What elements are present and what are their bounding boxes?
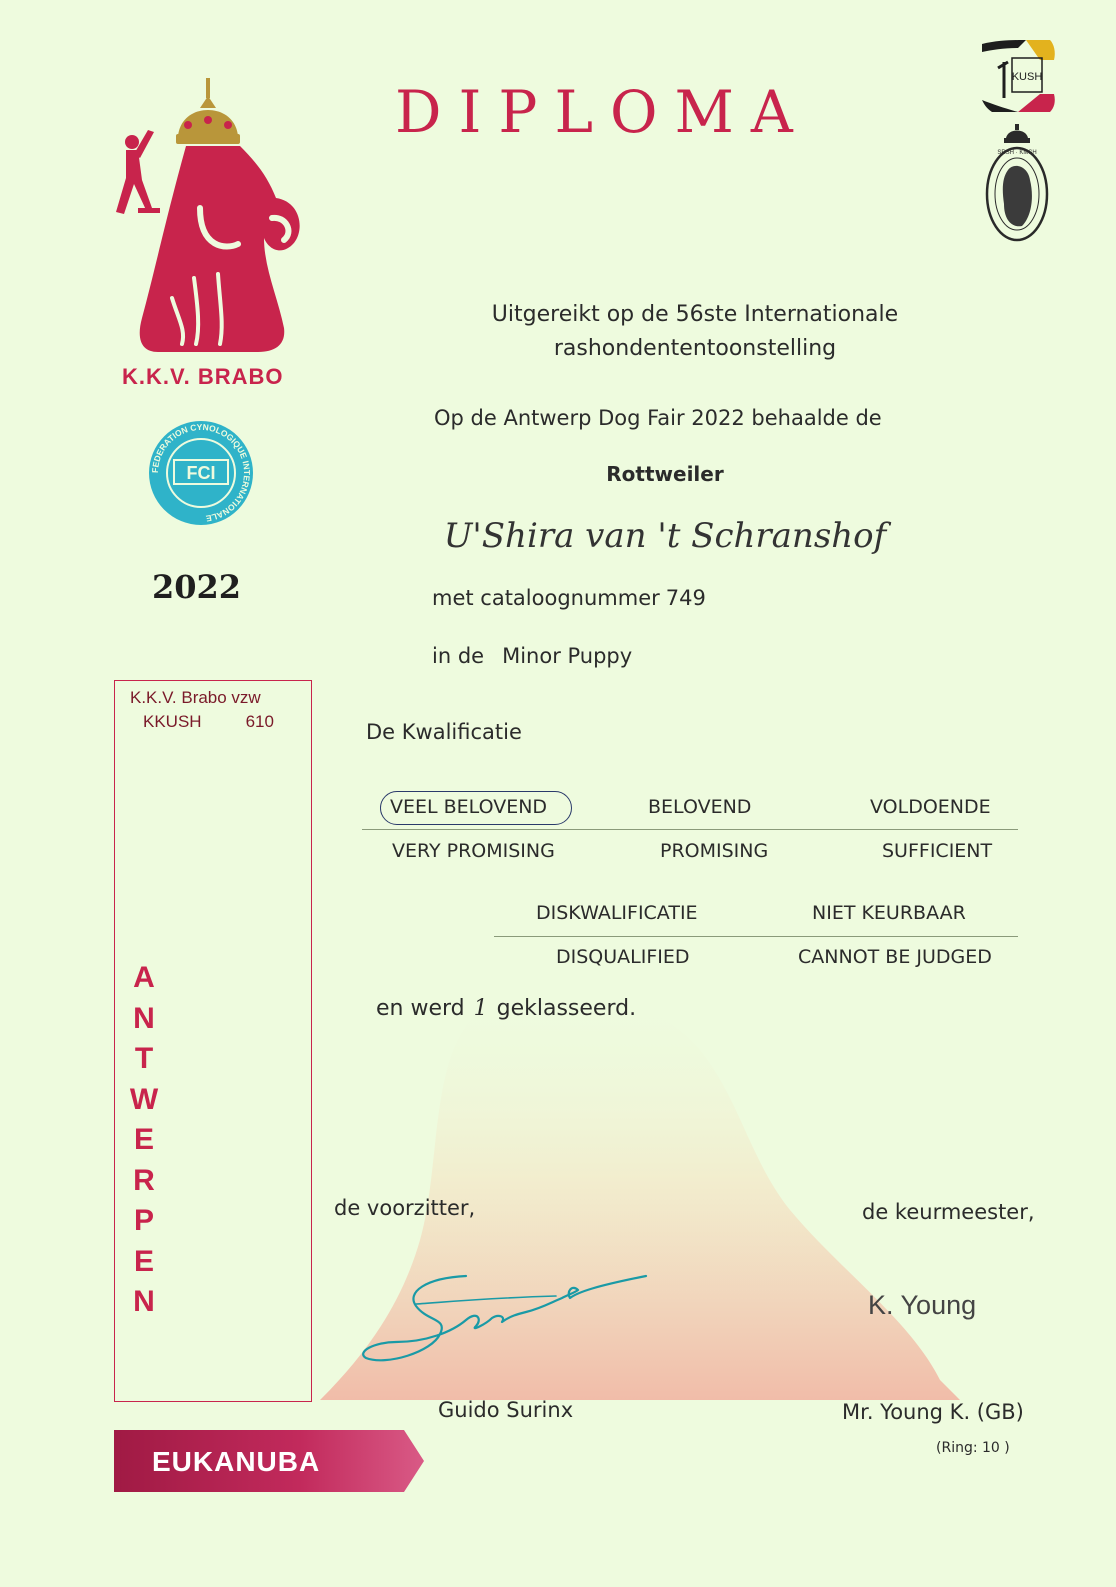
issued-text (380, 298, 1010, 366)
president-name: Guido Surinx (438, 1398, 574, 1422)
qualification-very-promising-nl: VEEL BELOVEND (390, 796, 548, 818)
sidebar-code-value: 610 (245, 712, 274, 731)
city-letter: N (133, 1001, 155, 1035)
qualification-sufficient-en: SUFFICIENT (882, 840, 993, 862)
org-name: K.K.V. BRABO (122, 364, 284, 389)
sidebar-code (143, 712, 274, 732)
divider (362, 829, 1018, 830)
city-letter: T (134, 1042, 154, 1075)
catalog-number: 749 (665, 586, 706, 610)
issued-line-1: Uitgereikt op de 56ste Internationale (491, 302, 899, 327)
judge-label: de keurmeester, (862, 1200, 1035, 1224)
qualification-sufficient-nl: VOLDOENDE (870, 796, 991, 818)
ring-number: (Ring: 10 ) (936, 1440, 1010, 1456)
sidebar-org: K.K.V. Brabo vzw (130, 688, 261, 707)
qualification-cannot-judge-en: CANNOT BE JUDGED (798, 946, 992, 968)
kkush-logo-text: KUSH (1011, 71, 1043, 83)
city-letter: N (133, 1285, 155, 1318)
issued-line-2: rashondententoonstelling (553, 336, 837, 361)
sponsor-name: EUKANUBA (152, 1446, 321, 1477)
sidebar-city-vertical (124, 958, 164, 1323)
president-label: de voorzitter, (334, 1196, 476, 1220)
brabo-dog-logo (108, 68, 308, 368)
qualification-disqualified-nl: DISKWALIFICATIE (536, 902, 698, 924)
class-line (432, 644, 632, 668)
judge-signature: K. Young (868, 1290, 977, 1320)
divider (494, 936, 1018, 937)
president-signature (356, 1262, 656, 1382)
qualification-promising-nl: BELOVEND (648, 796, 752, 818)
ranking-place: 1 (473, 996, 488, 1021)
class-label: in de (432, 644, 485, 668)
qualification-cannot-judge-nl: NIET KEURBAAR (812, 902, 966, 924)
show-line: Op de Antwerp Dog Fair 2022 behaalde de (434, 406, 882, 430)
city-letter: E (133, 1244, 154, 1278)
catalog-label: met cataloognummer (432, 586, 660, 610)
fci-logo-text: FCI (186, 463, 216, 483)
qualification-label: De Kwalificatie (366, 720, 522, 744)
qualification-very-promising-en: VERY PROMISING (392, 840, 555, 862)
diploma-year: 2022 (152, 568, 242, 606)
diploma-title: DIPLOMA (395, 78, 810, 146)
city-letter: E (133, 1123, 154, 1156)
breed-name: Rottweiler (606, 462, 724, 486)
catalog-line (432, 586, 706, 610)
ranking-suffix: geklasseerd. (496, 996, 637, 1021)
dog-name: U'Shira van 't Schranshof (443, 516, 887, 556)
ranking-line (376, 996, 636, 1021)
qualification-disqualified-en: DISQUALIFIED (556, 946, 690, 968)
fci-ring-text: FEDERATION CYNOLOGIQUE INTERNATIONALE (149, 421, 253, 524)
ranking-prefix: en werd (376, 996, 465, 1021)
kkush-logo (978, 38, 1058, 114)
judge-name: Mr. Young K. (GB) (842, 1400, 1024, 1424)
city-letter: A (133, 961, 155, 994)
class-value: Minor Puppy (502, 644, 633, 668)
city-letter: W (129, 1082, 159, 1116)
ksrh-logo-text: SRSH · KMSH (997, 150, 1037, 156)
qualification-promising-en: PROMISING (660, 840, 769, 862)
fci-logo (148, 420, 254, 526)
sidebar-code-label: KKUSH (143, 712, 202, 731)
ksrh-seal-logo (984, 124, 1050, 246)
city-letter: R (133, 1163, 155, 1197)
city-letter: P (133, 1204, 154, 1237)
